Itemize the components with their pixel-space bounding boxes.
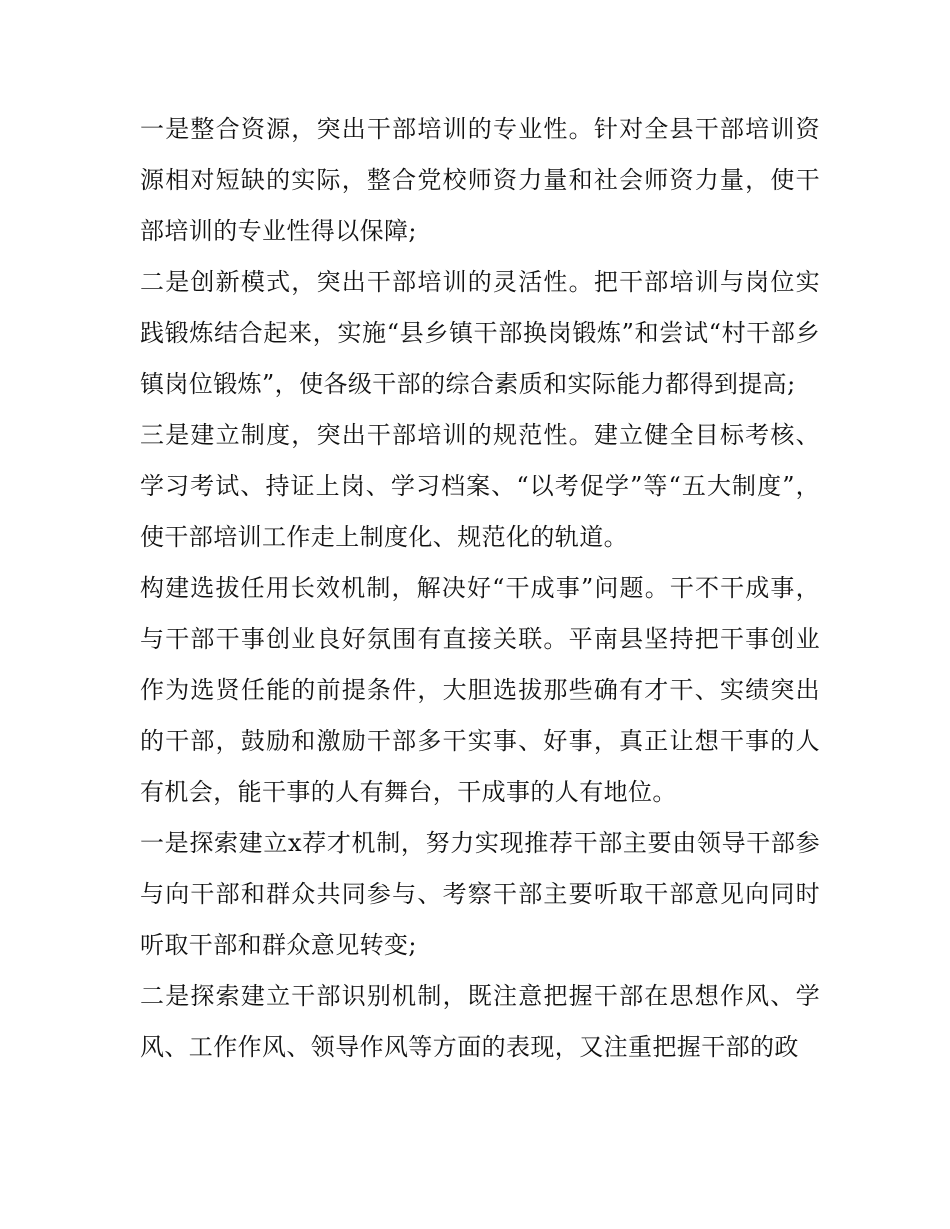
paragraph-training-mode: 二是创新模式，突出干部培训的灵活性。把干部培训与岗位实践锻炼结合起来，实施“县乡镇干部换岗锻炼”和尝试“村干部乡镇岗位锻炼”，使各级干部的综合素质和实际能力都得到提高; bbox=[140, 268, 820, 398]
paragraph-recommendation-mechanism: 一是探索建立x荐才机制，努力实现推荐干部主要由领导干部参与向干部和群众共同参与、考察干部主要听取干部意见向同时听取干部和群众意见转变; bbox=[140, 829, 820, 959]
paragraph-training-system: 三是建立制度，突出干部培训的规范性。建立健全目标考核、学习考试、持证上岗、学习档案、“以考促学”等“五大制度”，使干部培训工作走上制度化、规范化的轨道。 bbox=[140, 421, 820, 551]
document-body bbox=[140, 104, 820, 1073]
paragraph-training-resources: 一是整合资源，突出干部培训的专业性。针对全县干部培训资源相对短缺的实际，整合党校师资力量和社会师资力量，使干部培训的专业性得以保障; bbox=[140, 115, 820, 245]
paragraph-identification-mechanism: 二是探索建立干部识别机制，既注意把握干部在思想作风、学风、工作作风、领导作风等方面的表现，又注重把握干部的政 bbox=[140, 982, 820, 1061]
paragraph-selection-mechanism: 构建选拔任用长效机制，解决好“干成事”问题。干不干成事，与干部干事创业良好氛围有直接关联。平南县坚持把干事创业作为选贤任能的前提条件，大胆选拔那些确有才干、实绩突出的干部，鼓励和激励干部多干实事、好事，真正让想干事的人有机会，能干事的人有舞台，干成事的人有地位。 bbox=[140, 574, 820, 806]
